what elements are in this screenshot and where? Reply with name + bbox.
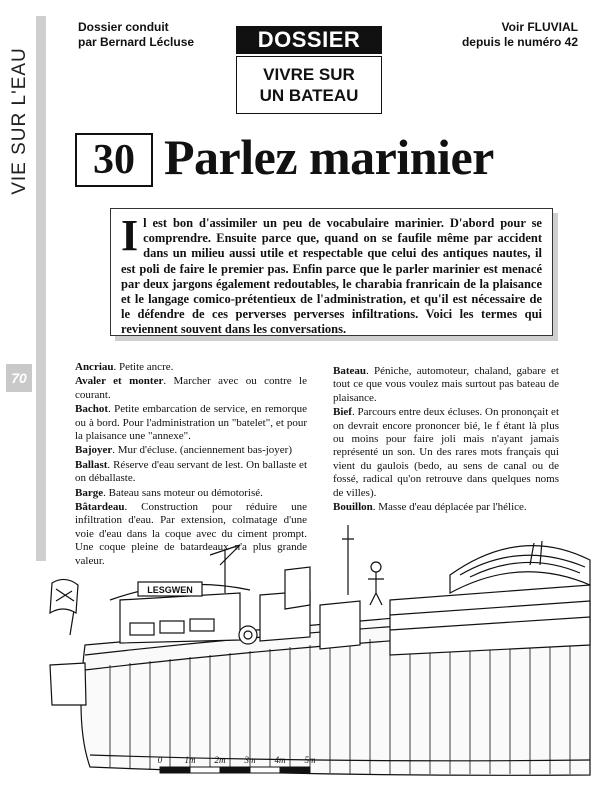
glossary-definition: . Bateau sans moteur ou démotorisé.	[103, 486, 263, 499]
scale-label: 0	[157, 755, 163, 765]
glossary-entry	[333, 406, 559, 500]
ref-line-1: Voir FLUVIAL	[501, 20, 578, 34]
series-reference	[462, 20, 578, 50]
glossary-term: Bâtardeau	[75, 501, 125, 514]
glossary-term: Bachot	[75, 403, 108, 416]
glossary-definition: . Petite ancre.	[113, 361, 174, 373]
dossier-title-line-2: UN BATEAU	[259, 86, 359, 105]
glossary-definition: . Petite embarcation de service, en remorque ou à bord. Pour l'administration un "batelet", et pour la plaisance une "annexe".	[75, 403, 307, 443]
article-title: Parlez marinier	[164, 129, 494, 185]
glossary-entry	[75, 361, 307, 374]
glossary-entry	[75, 459, 307, 486]
section-title-vertical	[6, 16, 34, 226]
person-figure	[371, 562, 381, 572]
glossary-term: Barge	[75, 486, 104, 499]
glossary-term: Bajoyer	[75, 444, 113, 457]
intro-text: l est bon d'assimiler un peu de vocabulaire marinier. D'abord pour se comprendre. Ensuite parce que, quand on se faufile même par accident dans un milieu aussi utile et respectable que celui des antiques nautes, il est poli de faire le premier pas. Enfin parce que le parler marinier est menacé par deux jargons également redoutables, le charabia franricain de la plaisance et le langage comico-prétentieux de l'administration, et qu'il est nécessaire de le défendre de ces perverses perverses infiltrations. Voici les termes qui reviennent souvent dans les conversations.	[121, 216, 542, 337]
scale-label: 3m	[244, 755, 256, 765]
glossary-column-right	[333, 365, 559, 515]
glossary-entry	[75, 444, 307, 457]
credit-line-2: par Bernard Lécluse	[78, 35, 195, 49]
glossary-definition: . Masse d'eau déplacée par l'hélice.	[372, 501, 527, 514]
glossary-definition: . Parcours entre deux écluses. On prononçait et on devrait encore prononcer bié, le f étant là plus ou moins pour faire joli mais n'ayant jamais représenté un son. Un des rares mots français qui vient du gaulois (bedo, au sens de canal ou de fossé, radical qu'on retrouve dans quelques noms de villes).	[333, 406, 559, 499]
glossary-term: Avaler et monter	[75, 375, 164, 388]
glossary-entry	[75, 403, 307, 443]
intro-drop-cap: I	[121, 211, 139, 260]
glossary-entry	[333, 365, 559, 405]
scale-label: 2m	[214, 755, 226, 765]
life-ring	[239, 626, 257, 644]
scale-label: 4m	[274, 755, 286, 765]
scale-bar	[160, 767, 310, 773]
credit-line-1: Dossier conduit	[78, 20, 169, 34]
page-number: 70	[6, 364, 32, 392]
glossary-definition: . Mur d'écluse. (anciennement bas-joyer)	[112, 444, 293, 457]
mast	[342, 525, 354, 595]
glossary-term: Bouillon	[333, 501, 373, 514]
barge-illustration	[30, 505, 595, 805]
boat-name: LESGWEN	[147, 585, 193, 595]
sidebar-gray-bar	[36, 16, 46, 561]
glossary-term: Bief	[333, 406, 352, 419]
section-title-text: VIE SUR L'EAU	[9, 47, 30, 195]
glossary-entry	[75, 375, 307, 402]
glossary-definition: . Marcher avec ou contre le courant.	[75, 375, 307, 401]
glossary-term: Bateau	[333, 365, 366, 377]
dossier-title-line-1: VIVRE SUR	[263, 65, 355, 84]
porthole-window	[130, 623, 154, 635]
dossier-title-box	[236, 56, 382, 114]
glossary-entry	[75, 487, 307, 500]
glossary-term: Ballast	[75, 458, 108, 471]
dossier-label: DOSSIER	[236, 26, 382, 54]
glossary-definition: . Péniche, automoteur, chaland, gabare et tout ce que vous voulez mais surtout pas bateau de plaisance.	[333, 365, 559, 404]
scale-label: 5m	[304, 755, 316, 765]
ref-line-2: depuis le numéro 42	[461, 35, 578, 49]
glossary-definition: . Réserve d'eau servant de lest. On ballaste et on déballaste.	[75, 458, 307, 485]
credit-block	[78, 20, 194, 50]
article-number: 30	[75, 133, 153, 187]
glossary-definition: . Construction pour réduire une infiltration d'eau. Par extension, colmatage d'une voie d'eau dans la coque avec du ciment prompt. Une coque pleine de batardeaux n'a plus grande valeur.	[75, 501, 307, 567]
intro-box	[110, 208, 553, 336]
glossary-term: Ancriau	[75, 361, 114, 373]
scale-label: 1m	[184, 755, 196, 765]
